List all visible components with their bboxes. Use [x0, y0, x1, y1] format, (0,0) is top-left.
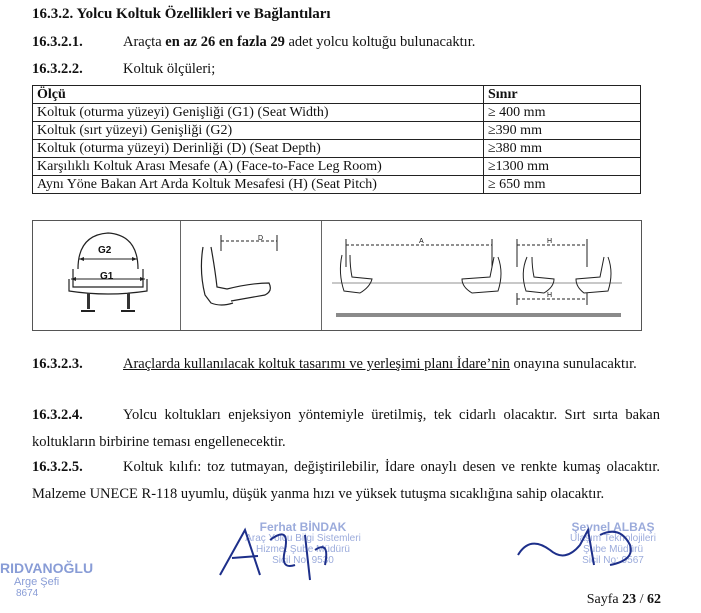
- row-measure: Koltuk (oturma yüzeyi) Genişliği (G1) (Seat Width): [33, 104, 484, 122]
- item-5-text: Koltuk kılıfı: toz tutmayan, değiştirilebilir, İdare onaylı desen ve renkte kumaş olacaktır. Malzeme UNECE R-118 uyumlu, düşük yanma hızı ve yüksek tutuşma sıcaklığına sahip olacaktır.: [32, 459, 660, 502]
- row-measure: Aynı Yöne Bakan Art Arda Koltuk Mesafesi (H) (Seat Pitch): [33, 176, 484, 194]
- table-header-row: [33, 86, 641, 104]
- item-3-paragraph: [32, 351, 660, 378]
- header-measure: Ölçü: [33, 86, 484, 104]
- total-pages: 62: [647, 592, 661, 607]
- row-measure: Koltuk (sırt yüzeyi) Genişliği (G2): [33, 122, 484, 140]
- stamp-2-sicil: Sicil No: 9567: [582, 555, 644, 566]
- seat-dimension-figure: [32, 220, 642, 331]
- page-prefix: Sayfa: [586, 592, 623, 607]
- table-row: [33, 158, 641, 176]
- item-1-bold: en az 26 en fazla 29: [165, 34, 285, 50]
- row-measure: Karşılıklı Koltuk Arası Mesafe (A) (Face-to-Face Leg Room): [33, 158, 484, 176]
- item-text-2: Koltuk ölçüleri;: [123, 61, 216, 77]
- stamp-3-line1: Arge Şefi: [14, 576, 60, 588]
- stamp-1-sicil: Sicil No: 9530: [272, 555, 334, 566]
- table-row: [33, 176, 641, 194]
- row-limit: ≥380 mm: [484, 140, 641, 158]
- header-limit: Sınır: [484, 86, 641, 104]
- section-heading: 16.3.2. Yolcu Koltuk Özellikleri ve Bağlantıları: [32, 6, 331, 22]
- item-number-5: 16.3.2.5.: [32, 459, 83, 475]
- signature-2: [510, 515, 650, 585]
- item-number-1: 16.3.2.1.: [32, 34, 83, 50]
- stamp-3-name: RIDVANOĞLU: [0, 560, 94, 576]
- item-4-paragraph: [32, 402, 660, 456]
- seat-side-view: [181, 221, 321, 330]
- stamp-1-line1: Araç Yolcu Bilgi Sistemleri: [245, 533, 361, 544]
- item-number-4: 16.3.2.4.: [32, 407, 83, 423]
- stamp-3-sicil: 8674: [16, 588, 39, 599]
- row-measure: Koltuk (oturma yüzeyi) Derinliği (D) (Seat Depth): [33, 140, 484, 158]
- stamp-1-name: Ferhat BİNDAK: [259, 520, 347, 534]
- item-3-underlined: Araçlarda kullanılacak koltuk tasarımı ve yerleşimi planı İdare’nin: [123, 356, 510, 372]
- seat-dimensions-table: [32, 85, 641, 194]
- item-1-pre: Araçta: [123, 34, 166, 50]
- row-limit: ≥390 mm: [484, 122, 641, 140]
- stamp-1-line2: Hizmet Şube Müdürü: [256, 544, 350, 555]
- row-limit: ≥ 400 mm: [484, 104, 641, 122]
- signature-1: [210, 520, 340, 590]
- item-5-paragraph: [32, 454, 660, 508]
- table-row: [33, 122, 641, 140]
- label-h-bottom: H: [547, 292, 553, 299]
- item-3-rest: onayına sunulacaktır.: [509, 356, 637, 372]
- item-number-3: 16.3.2.3.: [32, 356, 83, 372]
- label-h-top: H: [547, 238, 553, 245]
- table-row: [33, 140, 641, 158]
- row-limit: ≥1300 mm: [484, 158, 641, 176]
- label-g2: G2: [98, 245, 112, 256]
- item-1-post: adet yolcu koltuğu bulunacaktır.: [284, 34, 476, 50]
- label-a: A: [419, 238, 424, 245]
- label-d: D: [258, 235, 264, 242]
- page-number: [587, 592, 661, 608]
- table-row: [33, 104, 641, 122]
- item-4-text: Yolcu koltukları enjeksiyon yöntemiyle üretilmiş, tek cidarlı olacaktır. Sırt sırta bakan koltukların birbirine teması engellenecektir.: [32, 407, 660, 450]
- page-separator: /: [636, 592, 647, 607]
- stamp-2-line2: Şube Müdürü: [582, 544, 644, 555]
- seat-spacing-view: [322, 221, 641, 330]
- item-number-2: 16.3.2.2.: [32, 61, 83, 77]
- stamp-2-name: Şeynel ALBAŞ: [571, 520, 655, 534]
- current-page: 23: [622, 592, 637, 607]
- official-stamp-3: [0, 560, 93, 599]
- row-limit: ≥ 650 mm: [484, 176, 641, 194]
- label-g1: G1: [100, 271, 114, 282]
- stamp-2-line1: Ulaşım Teknolojileri: [570, 533, 656, 544]
- item-text-1: [123, 34, 475, 51]
